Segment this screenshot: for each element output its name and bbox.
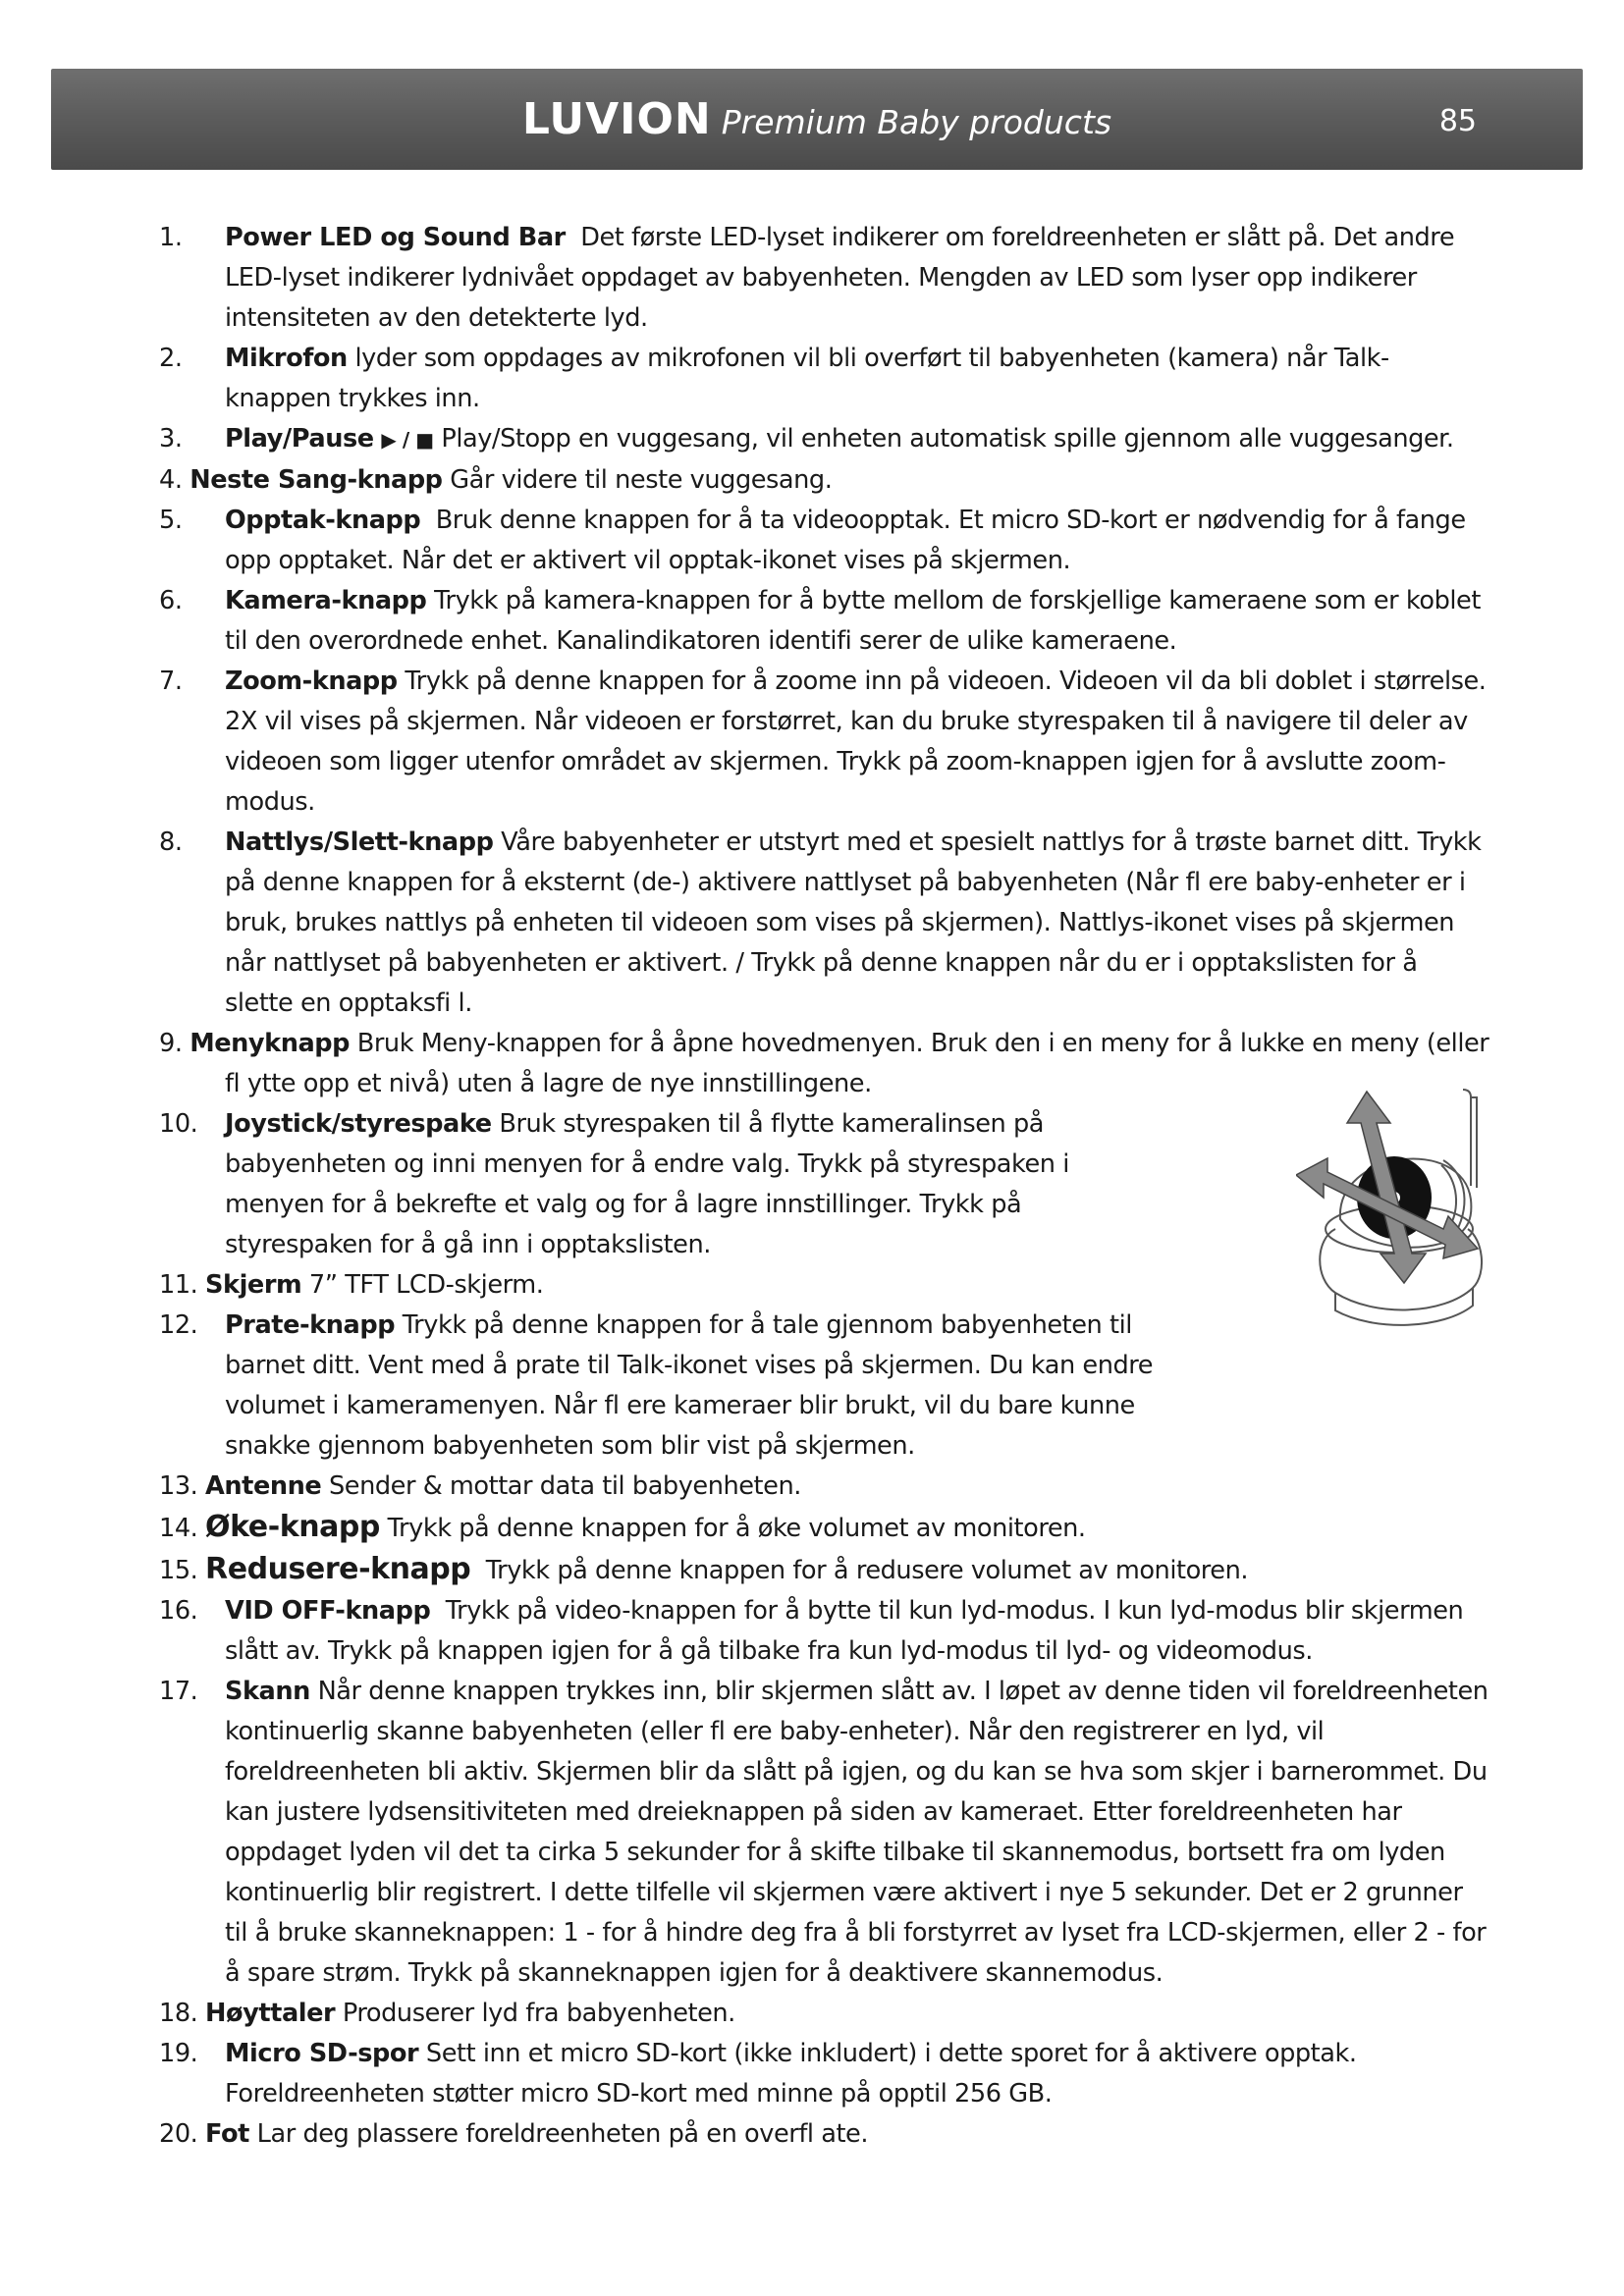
item-number: 2. [159,344,183,373]
list-item [159,419,1489,460]
item-text: lyder som oppdages av mikrofonen vil bli overført til babyenheten (kamera) når Talk-knappen trykkes inn. [225,344,1389,413]
page-header [51,69,1583,170]
item-title: Antenne [205,1471,322,1501]
list-item [159,2034,1489,2114]
brand-tagline: Premium Baby products [721,103,1112,141]
move-arrows-icon [1296,1092,1478,1283]
list-item [159,1549,1489,1591]
item-text: Sender & mottar data til babyenheten. [329,1471,801,1501]
item-title: Fot [205,2119,249,2149]
list-item [159,662,1489,823]
item-title: Opptak-knapp [225,506,421,535]
item-text: Trykk på denne knappen for å øke volumet av monitoren. [387,1514,1086,1543]
item-number: 18. [159,1999,198,2028]
item-number: 3. [159,424,183,454]
item-text: Trykk på kamera-knappen for å bytte mellom de forskjellige kameraene som er koblet til den overordnede enhet. Kanalindikatoren identifi serer de ulike kameraene. [225,586,1481,656]
item-number: 13. [159,1471,198,1501]
item-text: Trykk på denne knappen for å tale gjennom babyenheten til barnet ditt. Vent med å prate til Talk-ikonet vises på skjermen. Du kan endre volumet i kameramenyen. Når fl ere kameraer blir brukt, vil du bare kunne snakke gjennom babyenheten som blir vist på skjermen. [225,1310,1154,1461]
item-text: Bruk Meny-knappen for å åpne hovedmenyen. Bruk den i en meny for å lukke en meny (eller fl ytte opp et nivå) uten å lagre de nye innstillingene. [225,1029,1489,1098]
item-text: Trykk på video-knappen for å bytte til kun lyd-modus. I kun lyd-modus blir skjermen slått av. Trykk på knappen igjen for å gå tilbake fra kun lyd-modus til lyd- og videomodus. [225,1596,1464,1666]
list-item [159,1265,1489,1306]
item-title: Redusere-knapp [205,1552,471,1586]
list-item [159,218,1489,339]
item-text: Lar deg plassere foreldreenheten på en overfl ate. [256,2119,869,2149]
item-title: Skann [225,1677,310,1706]
play-stop-icon: ▶ / ■ [381,428,434,452]
item-text: Trykk på denne knappen for å zoome inn på videoen. Videoen vil da bli doblet i størrelse. 2X vil vises på skjermen. Når videoen er forstørret, kan du bruke styrespaken til å navigere til deler av videoen som ligger utenfor området av skjermen. Trykk på zoom-knappen igjen for å avslutte zoom-modus. [225,667,1487,817]
brand-block [51,94,1583,144]
item-number: 11. [159,1270,198,1300]
item-title: Menyknapp [189,1029,351,1058]
item-title: Play/Pause [225,424,374,454]
list-item [159,1507,1489,1549]
item-text: Våre babyenheter er utstyrt med et spesielt nattlys for å trøste barnet ditt. Trykk på denne knappen for å eksternt (de-) aktivere nattlyset på babyenheten (Når fl ere baby-enheter er i bruk, brukes nattlys på enheten til videoen som vises på skjermen). Nattlys-ikonet vises på skjermen når nattlyset på babyenheten er aktivert. / Trykk på denne knappen når du er i opptakslisten for å slette en opptaksfi l. [225,828,1482,1018]
item-title: Micro SD-spor [225,2039,419,2068]
item-number: 7. [159,667,183,696]
camera-joystick-illustration [1296,1082,1497,1327]
list-item [159,1306,1489,1467]
item-title: Høyttaler [205,1999,336,2028]
item-title: Øke-knapp [205,1510,380,1544]
item-text: Sett inn et micro SD-kort (ikke inkludert) i dette sporet for å aktivere opptak. Foreldreenheten støtter micro SD-kort med minne på opptil 256 GB. [225,2039,1357,2109]
list-item [159,1591,1489,1672]
item-text: Produserer lyd fra babyenheten. [342,1999,735,2028]
item-title: Kamera-knapp [225,586,427,615]
item-title: Neste Sang-knapp [189,465,443,495]
list-item [159,460,1489,501]
list-item [159,581,1489,662]
item-number: 16. [159,1596,198,1626]
feature-list [159,218,1489,2155]
item-title: Zoom-knapp [225,667,398,696]
item-title: Power LED og Sound Bar [225,223,566,252]
item-text: Play/Stopp en vuggesang, vil enheten automatisk spille gjennom alle vuggesanger. [441,424,1454,454]
item-number: 1. [159,223,183,252]
list-item [159,1672,1489,1994]
item-number: 4. [159,465,183,495]
item-number: 15. [159,1556,198,1585]
list-item [159,339,1489,419]
item-number: 8. [159,828,183,857]
list-item [159,1467,1489,1507]
item-text: Når denne knappen trykkes inn, blir skjermen slått av. I løpet av denne tiden vil foreldreenheten kontinuerlig skanne babyenheten (eller fl ere baby-enheter). Når den registrerer en lyd, vil foreldreenheten bli aktiv. Skjermen blir da slått på igjen, og du kan se hva som skjer i barnerommet. Du kan justere lydsensitiviteten med dreieknappen på siden av kameraet. Etter foreldreenheten har oppdaget lyden vil det ta cirka 5 sekunder for å skifte tilbake til skannemodus, bortsett fra om lyden kontinuerlig blir registrert. I dette tilfelle vil skjermen være aktivert i nye 5 sekunder. Det er 2 grunner til å bruke skanneknappen: 1 - for å hindre deg fra å bli forstyrret av lyset fra LCD-skjermen, eller 2 - for å spare strøm. Trykk på skanneknappen igjen for å deaktivere skannemodus. [225,1677,1489,1988]
item-text: Det første LED-lyset indikerer om foreldreenheten er slått på. Det andre LED-lyset indikerer lydnivået oppdaget av babyenheten. Mengden av LED som lyser opp indikerer intensiteten av den detekterte lyd. [225,223,1455,333]
item-number: 14. [159,1514,198,1543]
brand-name: LUVION [521,94,712,144]
list-item [159,501,1489,581]
list-item [159,1994,1489,2034]
item-text: Bruk denne knappen for å ta videoopptak. Et micro SD-kort er nødvendig for å fange opp opptaket. Når det er aktivert vil opptak-ikonet vises på skjermen. [225,506,1466,575]
list-item [159,823,1489,1024]
list-item [159,2114,1489,2155]
item-number: 10. [159,1109,198,1139]
item-number: 9. [159,1029,183,1058]
item-text: Trykk på denne knappen for å redusere volumet av monitoren. [485,1556,1249,1585]
item-number: 20. [159,2119,198,2149]
item-title: Joystick/styrespake [225,1109,492,1139]
item-text: Bruk styrespaken til å flytte kameralinsen på babyenheten og inni menyen for å endre valg. Trykk på styrespaken i menyen for å bekrefte et valg og for å lagre innstillinger. Trykk på styrespaken for å gå inn i opptakslisten. [225,1109,1069,1259]
page-number: 85 [1438,104,1477,138]
item-text: 7” TFT LCD-skjerm. [308,1270,544,1300]
item-number: 19. [159,2039,198,2068]
item-number: 6. [159,586,183,615]
item-title: Skjerm [205,1270,302,1300]
item-title: Prate-knapp [225,1310,396,1340]
item-title: Nattlys/Slett-knapp [225,828,494,857]
item-title: Mikrofon [225,344,348,373]
item-number: 17. [159,1677,198,1706]
list-item [159,1104,1489,1265]
item-text: Går videre til neste vuggesang. [450,465,833,495]
item-title: VID OFF-knapp [225,1596,431,1626]
list-item [159,1024,1489,1104]
item-number: 12. [159,1310,198,1340]
item-number: 5. [159,506,183,535]
